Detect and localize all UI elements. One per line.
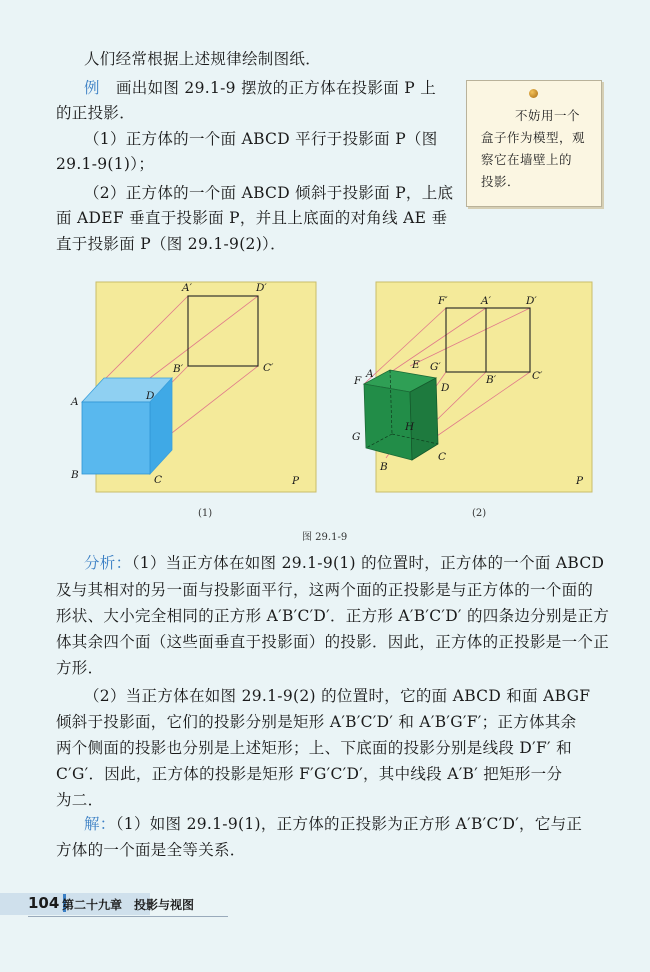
label-E: E — [412, 359, 420, 371]
figure-2 — [350, 278, 600, 500]
text-line: 29.1-9(1)）； — [56, 155, 155, 173]
text-line: 形状、大小完全相同的正方形 A′B′C′D′．正方形 A′B′C′D′ 的四条边分别是正方 — [56, 607, 610, 625]
example-label: 例 — [84, 79, 100, 97]
text-line: 面 ADEF 垂直于投影面 P，并且上底面的对角线 AE 垂 — [56, 209, 448, 227]
note-line: 投影． — [481, 174, 521, 189]
label-C-prime: C′ — [532, 370, 543, 382]
text-line: 方体的一个面是全等关系． — [56, 841, 246, 859]
label-D-prime: D′ — [526, 295, 537, 307]
label-P: P — [292, 475, 300, 487]
side-note — [466, 80, 602, 207]
label-B: B — [71, 469, 79, 481]
label-A-prime: A′ — [182, 282, 192, 294]
footer-divider — [28, 916, 228, 917]
text-line: （1）当正方体在如图 29.1-9(1) 的位置时，正方体的一个面 ABCD — [124, 554, 605, 572]
text-line: 人们经常根据上述规律绘制图纸． — [84, 50, 322, 68]
label-F-prime: F′ — [438, 295, 448, 307]
text-line: 的正投影． — [56, 104, 136, 122]
solution-label: 解： — [84, 815, 116, 833]
label-A-prime: A′ — [481, 295, 491, 307]
note-line: 盒子作为模型，观 — [481, 130, 586, 145]
label-D: D — [441, 382, 450, 394]
text-line: （1）正方体的一个面 ABCD 平行于投影面 P（图 — [84, 130, 438, 148]
subfigure-label-2: (2) — [472, 508, 487, 519]
label-F: F — [354, 375, 362, 387]
cube-front-face — [82, 402, 150, 474]
label-A: A — [71, 396, 79, 408]
text-line: （2）正方体的一个面 ABCD 倾斜于投影面 P，上底 — [84, 184, 454, 202]
text-line: C′G′．因此，正方体的投影是矩形 F′G′C′D′，其中线段 A′B′ 把矩形一分 — [56, 765, 563, 783]
label-P: P — [576, 475, 584, 487]
pin-icon — [529, 89, 538, 98]
text-line: 体其余四个面（这些面垂直于投影面）的投影．因此，正方体的正投影是一个正 — [56, 633, 610, 651]
figure-1 — [66, 278, 328, 500]
label-C-prime: C′ — [263, 362, 274, 374]
figure-caption: 图 29.1-9 — [302, 532, 348, 543]
page-number: 104 — [28, 894, 66, 912]
label-C: C — [438, 451, 447, 463]
text-line: 及与其相对的另一面与投影面平行，这两个面的正投影是与正方体的一个面的 — [56, 581, 594, 599]
note-line: 不妨用一个 — [515, 108, 581, 123]
label-C: C — [154, 474, 163, 486]
analysis-label: 分析： — [84, 554, 132, 572]
subfigure-label-1: (1) — [198, 508, 213, 519]
chapter-title: 第二十九章 投影与视图 — [62, 898, 195, 912]
label-B-prime: B′ — [486, 374, 497, 386]
text-line: 为二． — [56, 791, 104, 809]
text-line: （2）当正方体在如图 29.1-9(2) 的位置时，它的面 ABCD 和面 ABGF — [84, 687, 591, 705]
text-line: 倾斜于投影面，它们的投影分别是矩形 A′B′C′D′ 和 A′B′G′F′；正方体其余 — [56, 713, 577, 731]
label-D-prime: D′ — [256, 282, 267, 294]
note-line: 察它在墙壁上的 — [481, 152, 573, 167]
text-line: （1）如图 29.1-9(1)，正方体的正投影为正方形 A′B′C′D′，它与正 — [108, 815, 583, 833]
label-H: H — [405, 421, 415, 433]
label-G: G — [352, 431, 361, 443]
text-line: 两个侧面的投影也分别是上述矩形；上、下底面的投影分别是线段 D′F′ 和 — [56, 739, 572, 757]
text-line: 方形． — [56, 659, 104, 677]
label-A: A — [366, 368, 374, 380]
label-B: B — [380, 461, 388, 473]
label-G-prime: G′ — [430, 361, 441, 373]
text-line: 直于投影面 P（图 29.1-9(2)）． — [56, 235, 286, 253]
label-B-prime: B′ — [173, 363, 184, 375]
text-line: 画出如图 29.1-9 摆放的正方体在投影面 P 上 — [116, 79, 437, 97]
label-D: D — [146, 390, 155, 402]
